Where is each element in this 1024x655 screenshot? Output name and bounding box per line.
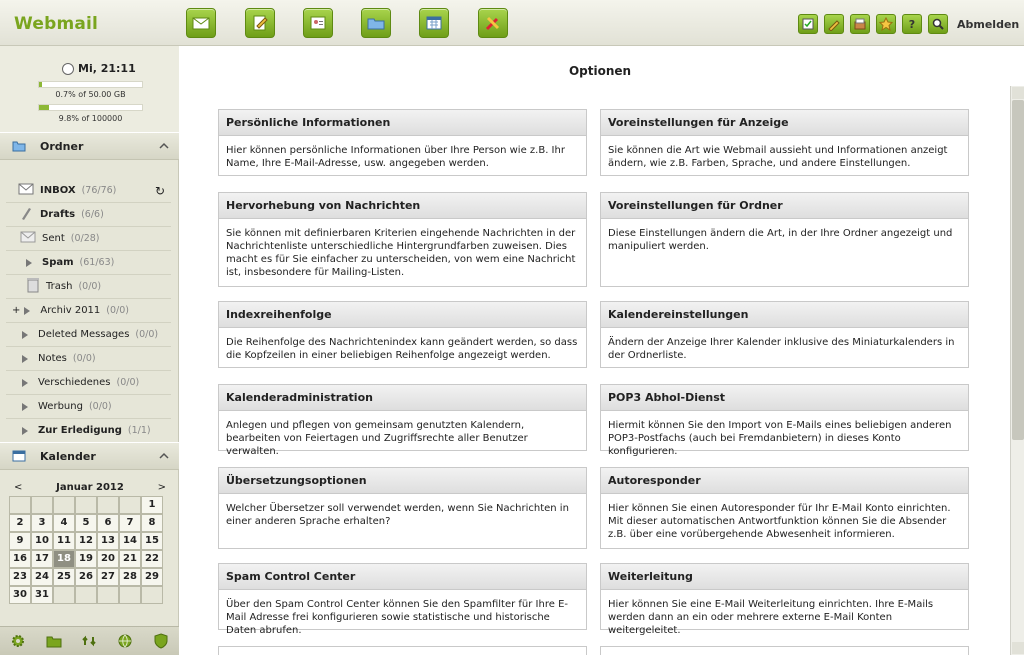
option-card-description: Die Reihenfolge des Nachrichtenindex kann geändert werden, so dass die Kopfzeilen in einer beliebigen Reihenfolge angezeigt werden.: [226, 337, 578, 361]
calendar-empty-cell: [119, 496, 141, 514]
option-card-title[interactable]: Voreinstellungen für Ordner: [601, 193, 968, 219]
globe-icon[interactable]: [117, 633, 133, 649]
folder-name: Deleted Messages: [38, 329, 130, 340]
calendar-day[interactable]: 4: [53, 514, 75, 532]
calendar-day[interactable]: 13: [97, 532, 119, 550]
calendar-day[interactable]: 20: [97, 550, 119, 568]
chevron-up-icon[interactable]: [159, 451, 169, 461]
calendar-icon: [12, 450, 26, 462]
option-card[interactable]: [218, 563, 587, 636]
tasks-icon: [801, 17, 815, 31]
sidebar: [0, 46, 179, 655]
option-card[interactable]: [600, 467, 969, 549]
expand-triangle-icon[interactable]: [22, 331, 28, 339]
calendar-empty-cell: [119, 586, 141, 604]
option-card-title[interactable]: Persönliche Informationen: [219, 110, 586, 136]
option-card[interactable]: [218, 109, 587, 176]
message-quota-label: 9.8% of 100000: [58, 114, 123, 123]
calendar-app-button[interactable]: [419, 8, 449, 38]
option-card-description: Diese Einstellungen ändern die Art, in der Ihre Ordner angezeigt und manipuliert werden.: [608, 228, 953, 252]
option-card-description: Sie können die Art wie Webmail aussieht und Informationen anzeigt ändern, wie z.B. Farben, Sprache, und andere Einstellungen.: [608, 145, 948, 169]
sync-icon[interactable]: [81, 633, 97, 649]
calendar-day[interactable]: 9: [9, 532, 31, 550]
folder-name: Spam: [42, 257, 74, 268]
calendar-day[interactable]: 16: [9, 550, 31, 568]
folder-name: Archiv 2011: [40, 305, 101, 316]
calendar-day[interactable]: 25: [53, 568, 75, 586]
option-card[interactable]: [600, 563, 969, 636]
favorites-button[interactable]: [876, 14, 896, 34]
folders-header[interactable]: [0, 132, 179, 160]
folder-name: Zur Erledigung: [38, 425, 122, 436]
calendar-day[interactable]: 23: [9, 568, 31, 586]
svg-text:?: ?: [908, 18, 916, 31]
folder-count: (0/0): [116, 377, 140, 388]
folder-name: Notes: [38, 353, 67, 364]
option-card-title[interactable]: Übersetzungsoptionen: [219, 468, 586, 494]
expand-triangle-icon[interactable]: [22, 379, 28, 387]
status-area: [0, 46, 179, 132]
help-icon: [905, 17, 919, 31]
expand-triangle-icon[interactable]: [26, 259, 32, 267]
option-card-title[interactable]: Spam Control Center: [219, 564, 586, 590]
calendar-day[interactable]: 6: [97, 514, 119, 532]
option-card-description: Hier können Sie einen Autoresponder für Ihr E-Mail Konto einrichten. Mit dieser automatischen Antwortfunktion können Sie die Absender z.B. über eine vorübergehende Abwesenheit informieren.: [608, 503, 951, 540]
folder-item[interactable]: [6, 179, 171, 203]
folder-item[interactable]: [6, 227, 171, 251]
gear-icon[interactable]: [10, 633, 26, 649]
option-card-title[interactable]: POP3 Abhol-Dienst: [601, 385, 968, 411]
option-card-title[interactable]: Hervorhebung von Nachrichten: [219, 193, 586, 219]
pen-icon: [827, 17, 841, 31]
option-card-description: Ändern der Anzeige Ihrer Kalender inklusive des Miniaturkalenders in der Ordnerliste.: [608, 337, 955, 361]
calendar-empty-cell: [97, 586, 119, 604]
calendar-empty-cell: [97, 496, 119, 514]
calendar-day[interactable]: 7: [119, 514, 141, 532]
folder-count: (6/6): [81, 209, 104, 220]
vertical-scrollbar[interactable]: [1010, 86, 1024, 655]
calendar-day[interactable]: 22: [141, 550, 163, 568]
calendar-empty-cell: [31, 496, 53, 514]
calendar-day[interactable]: 31: [31, 586, 53, 604]
folder-name: INBOX: [40, 185, 76, 196]
sidebar-bottom-bar: [0, 626, 179, 655]
shield-icon[interactable]: [153, 633, 169, 649]
folder-count: (0/0): [88, 401, 112, 412]
calendar-day[interactable]: 14: [119, 532, 141, 550]
folder-item[interactable]: [6, 275, 171, 299]
folder-count: (0/0): [106, 305, 129, 316]
expand-triangle-icon[interactable]: [22, 427, 28, 435]
calendar-empty-cell: [141, 586, 163, 604]
notes-button[interactable]: [824, 14, 844, 34]
folder-item[interactable]: [6, 251, 171, 275]
search-button[interactable]: [928, 14, 948, 34]
scroll-up-arrow[interactable]: [1012, 87, 1024, 99]
calendar-day[interactable]: 19: [75, 550, 97, 568]
calendar-empty-cell: [53, 496, 75, 514]
star-icon: [879, 17, 893, 31]
page-title: Optionen: [568, 64, 632, 78]
drafts-icon: [20, 206, 32, 220]
option-card-title[interactable]: Kalenderadministration: [219, 385, 586, 411]
calendar-next-button[interactable]: >: [157, 481, 166, 493]
expand-triangle-icon[interactable]: [22, 355, 28, 363]
folder-name: Sent: [42, 233, 65, 244]
refresh-icon[interactable]: ↻: [154, 183, 165, 198]
expand-triangle-icon[interactable]: [24, 307, 30, 315]
calendar-day[interactable]: 1: [141, 496, 163, 514]
folder-item[interactable]: [6, 371, 171, 395]
message-quota-bar: [38, 104, 143, 111]
calendar-day[interactable]: 17: [31, 550, 53, 568]
option-card-title[interactable]: Voreinstellungen für Anzeige: [601, 110, 968, 136]
option-card-title[interactable]: Kalendereinstellungen: [601, 302, 968, 328]
calendar-title: Kalender: [40, 449, 96, 463]
calendar-empty-cell: [9, 496, 31, 514]
calendar-day[interactable]: 26: [75, 568, 97, 586]
option-card-description: Anlegen und pflegen von gemeinsam genutzten Kalendern, bearbeiten von Feiertagen und Zugriffsrechte aller Benutzer verwalten.: [226, 420, 528, 457]
folder-item[interactable]: [6, 323, 171, 347]
storage-quota-bar: [38, 81, 143, 88]
option-card[interactable]: [600, 301, 969, 368]
option-card-partial: [600, 646, 969, 655]
option-card-title[interactable]: Weiterleitung: [601, 564, 968, 590]
option-card[interactable]: [600, 109, 969, 176]
folder-icon: [12, 140, 26, 152]
folder-item[interactable]: [6, 203, 171, 227]
folder-item[interactable]: [6, 347, 171, 371]
clock-icon: [62, 63, 74, 75]
trash-icon: [26, 277, 40, 293]
folder-count: (0/0): [72, 353, 96, 364]
calendar-nav: [10, 479, 170, 495]
calendar-day[interactable]: 5: [75, 514, 97, 532]
calendar-day[interactable]: 30: [9, 586, 31, 604]
folder-count: (76/76): [81, 185, 117, 196]
calendar-day[interactable]: 3: [31, 514, 53, 532]
addressbook-app-button[interactable]: [303, 8, 333, 38]
tasks-button[interactable]: [798, 14, 818, 34]
inbox-tray-button[interactable]: [850, 14, 870, 34]
option-card-description: Welcher Übersetzer soll verwendet werden, wenn Sie Nachrichten in einer anderen Sprache erhalten?: [226, 503, 569, 527]
option-card[interactable]: [218, 192, 587, 287]
chevron-up-icon[interactable]: [159, 141, 169, 151]
option-card-description: Hiermit können Sie den Import von E-Mails eines beliebigen anderen POP3-Postfachs (auch bei Fremdanbietern) in dieses Konto konfigurieren.: [608, 420, 952, 457]
folder-item[interactable]: [6, 299, 171, 323]
folder-count: (1/1): [127, 425, 151, 436]
option-card[interactable]: [218, 467, 587, 549]
calendar-month-label: Januar 2012: [56, 481, 124, 493]
main-content: [180, 46, 1010, 655]
help-button[interactable]: [902, 14, 922, 34]
calendar-header[interactable]: [0, 442, 179, 470]
option-card-description: Über den Spam Control Center können Sie den Spamfilter für Ihre E-Mail Adresse frei konfigurieren sowie statistische und historische Daten abrufen.: [226, 599, 568, 636]
calendar-day[interactable]: 10: [31, 532, 53, 550]
folder-icon[interactable]: [46, 633, 62, 649]
scroll-thumb[interactable]: [1012, 100, 1024, 440]
option-card-title[interactable]: Indexreihenfolge: [219, 302, 586, 328]
folder-item[interactable]: [6, 395, 171, 419]
option-card-title[interactable]: Autoresponder: [601, 468, 968, 494]
folders-title: Ordner: [40, 139, 84, 153]
calendar-day[interactable]: 27: [97, 568, 119, 586]
settings-tools-icon: [483, 13, 503, 33]
folder-count: (0/0): [78, 281, 102, 292]
inbox-icon: [18, 183, 34, 195]
calendar-day[interactable]: 8: [141, 514, 163, 532]
compose-icon: [250, 13, 270, 33]
calendar-empty-cell: [53, 586, 75, 604]
clock: [62, 62, 136, 75]
calendar-day[interactable]: 21: [119, 550, 141, 568]
option-card[interactable]: [218, 301, 587, 368]
calendar-icon: [424, 13, 444, 33]
calendar-day[interactable]: 12: [75, 532, 97, 550]
expand-icon[interactable]: +: [12, 305, 21, 316]
folder-name: Trash: [46, 281, 73, 292]
option-card-description: Hier können Sie eine E-Mail Weiterleitung einrichten. Ihre E-Mails werden dann an ein oder mehrere externe E-Mail Konten weitergeleitet.: [608, 599, 934, 636]
option-card-description: Sie können mit definierbaren Kriterien eingehende Nachrichten in der Nachrichtenliste unterschiedliche Hintergrundfarben zuweisen. Dies macht es für Sie einfacher zu unterscheiden, von wem eine Nachricht ist, insbesondere für Mailing-Listen.: [226, 228, 576, 278]
mail-icon: [191, 13, 211, 33]
calendar-day[interactable]: 2: [9, 514, 31, 532]
files-app-button[interactable]: [361, 8, 391, 38]
mail-app-button[interactable]: [186, 8, 216, 38]
clock-text: Mi, 21:11: [78, 62, 136, 75]
search-icon: [931, 17, 945, 31]
settings-app-button[interactable]: [478, 8, 508, 38]
calendar-day[interactable]: 28: [119, 568, 141, 586]
calendar-day[interactable]: 29: [141, 568, 163, 586]
scroll-down-arrow[interactable]: [1012, 642, 1024, 654]
addressbook-icon: [308, 13, 328, 33]
sent-icon: [20, 231, 36, 243]
option-card[interactable]: [600, 192, 969, 287]
expand-triangle-icon[interactable]: [22, 403, 28, 411]
option-card-description: Hier können persönliche Informationen über Ihre Person wie z.B. Ihr Name, Ihre E-Mail-Adresse, usw. angegeben werden.: [226, 145, 565, 169]
option-card[interactable]: [218, 384, 587, 457]
calendar-prev-button[interactable]: <: [14, 481, 23, 493]
calendar-empty-cell: [75, 496, 97, 514]
calendar-empty-cell: [75, 586, 97, 604]
option-card-partial: [218, 646, 587, 655]
inbox-tray-icon: [853, 17, 867, 31]
calendar-grid: [10, 497, 164, 605]
top-bar: [0, 0, 1024, 46]
calendar-day[interactable]: 24: [31, 568, 53, 586]
compose-app-button[interactable]: [245, 8, 275, 38]
storage-quota-label: 0.7% of 50.00 GB: [55, 90, 126, 99]
folder-name: Drafts: [40, 209, 76, 220]
folder-count: (61/63): [79, 257, 115, 268]
option-card[interactable]: [600, 384, 969, 457]
calendar-day[interactable]: 18: [53, 550, 75, 568]
logout-link[interactable]: Abmelden: [957, 18, 1020, 31]
folder-count: (0/28): [70, 233, 100, 244]
folder-item[interactable]: [6, 419, 171, 443]
folder-name: Werbung: [38, 401, 83, 412]
folder-count: (0/0): [135, 329, 159, 340]
calendar-day[interactable]: 15: [141, 532, 163, 550]
calendar-day[interactable]: 11: [53, 532, 75, 550]
app-logo: Webmail: [14, 14, 99, 34]
folder-name: Verschiedenes: [38, 377, 111, 388]
files-icon: [366, 13, 386, 33]
